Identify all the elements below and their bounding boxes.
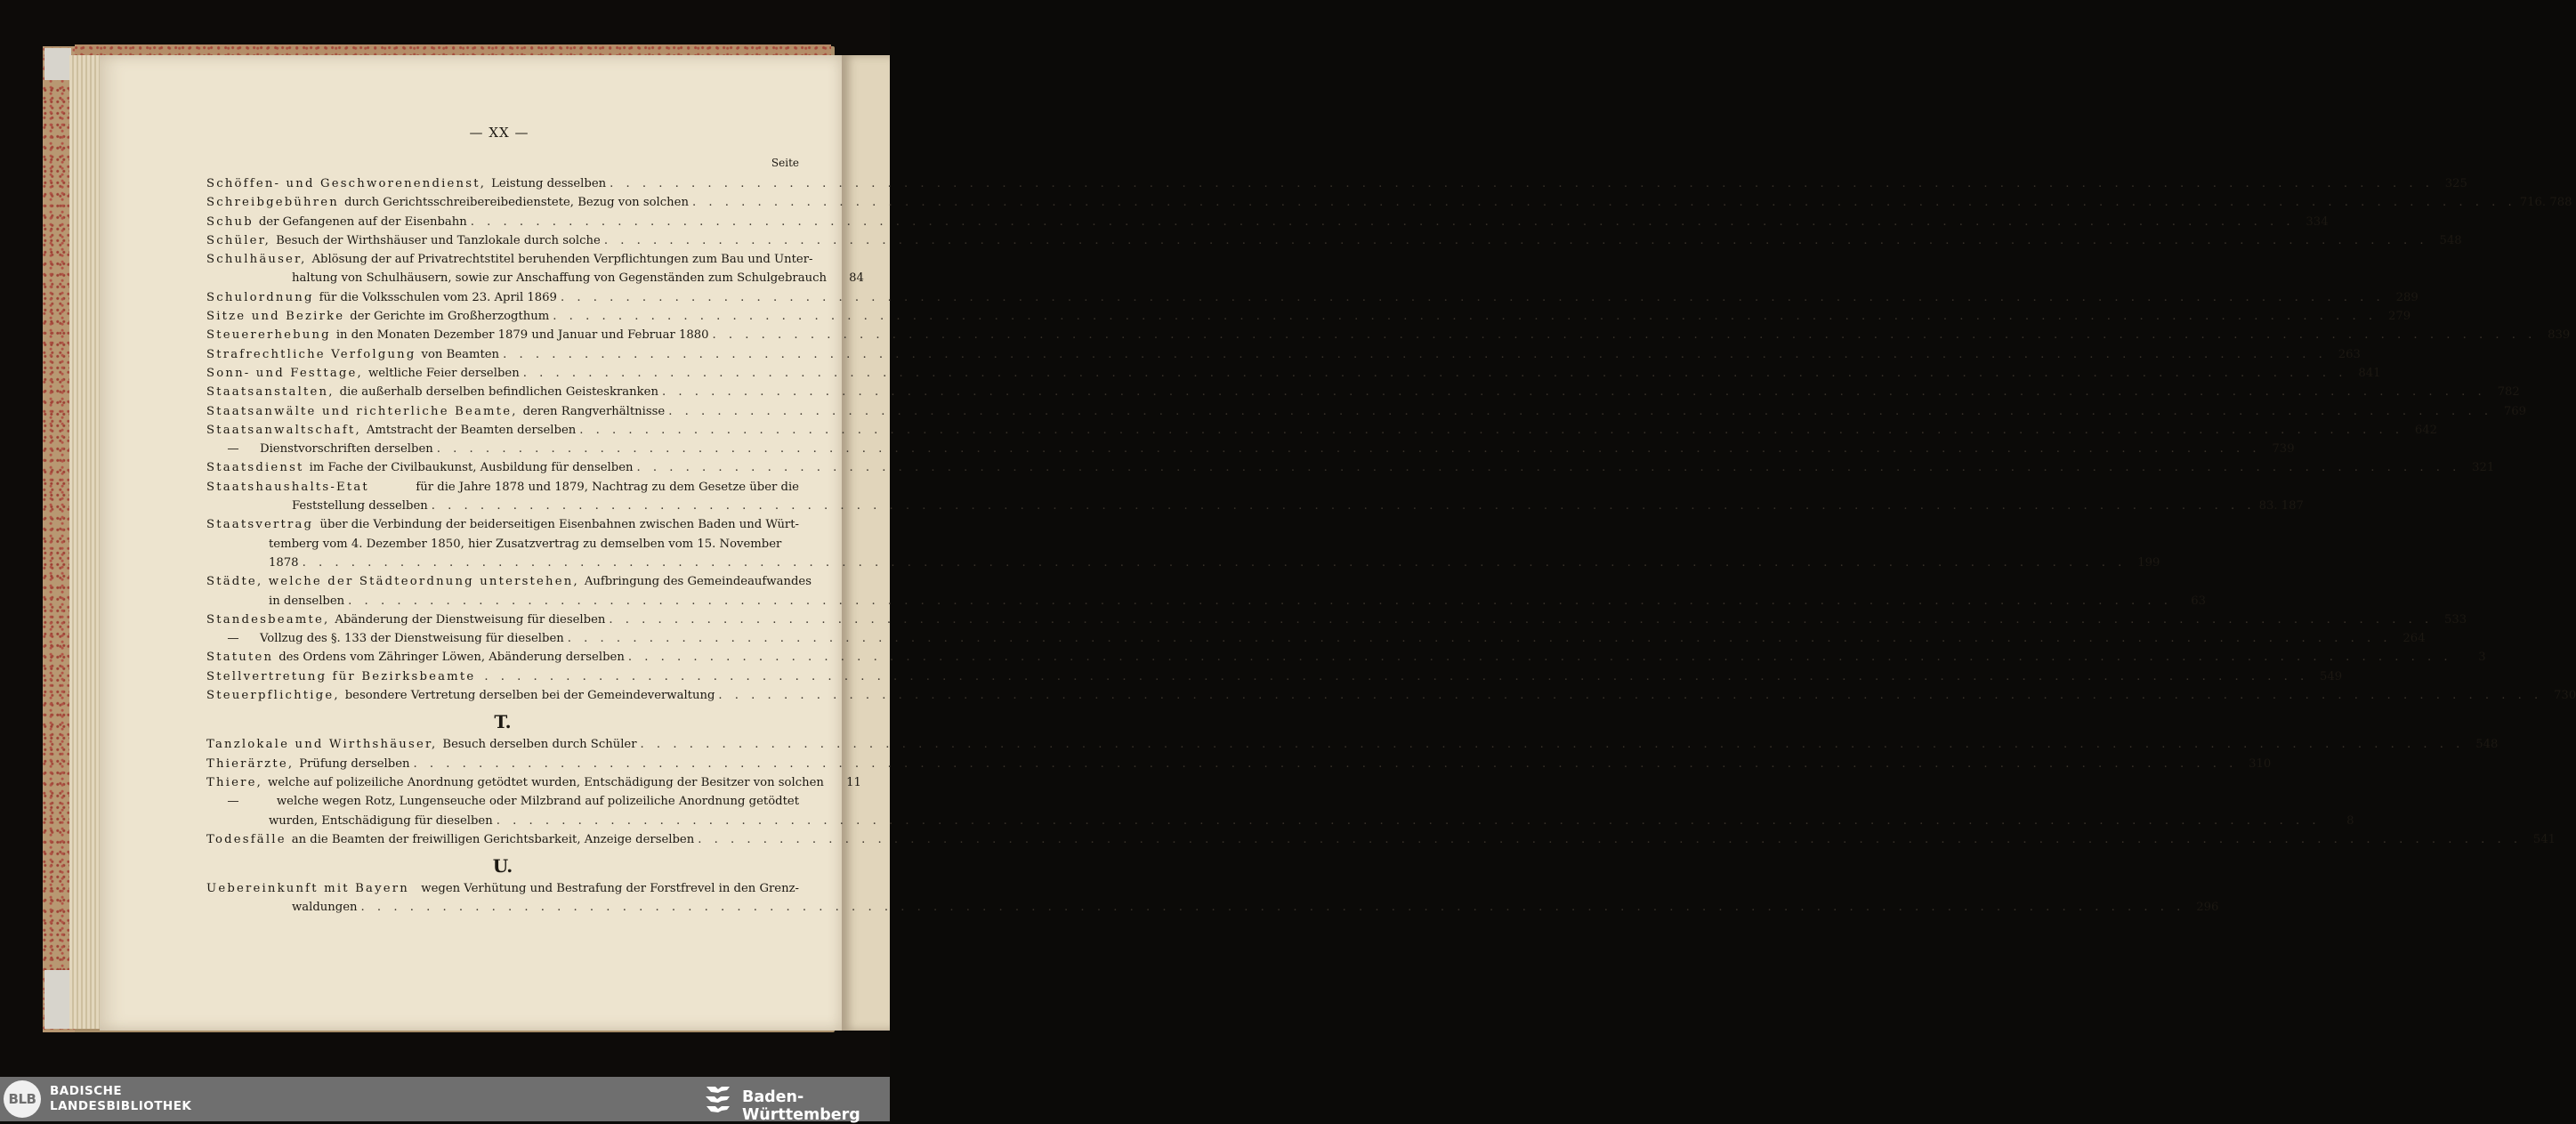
index-content	[206, 125, 2576, 918]
leader-dots	[698, 830, 2522, 849]
index-entry-line	[206, 193, 2572, 212]
index-description: die außerhalb derselben befindlichen Geisteskranken	[339, 385, 658, 400]
index-keyword: Sitze und Bezirke	[206, 310, 345, 324]
index-entry-line	[206, 478, 799, 497]
index-entry	[206, 648, 2486, 667]
index-keyword: Schulordnung	[206, 290, 314, 304]
index-entry-line	[206, 421, 2438, 440]
index-entry-line	[206, 755, 2272, 773]
page-reference: 642	[2414, 423, 2438, 437]
page-reference: 264	[2402, 632, 2426, 646]
index-description: welche auf polizeiliche Anordnung getödtet wurden, Entschädigung der Besitzer von solchen	[268, 775, 824, 789]
index-description: durch Gerichtsschreibereibedienstete, Bezug von solchen	[343, 196, 689, 210]
section-letter: T.	[494, 711, 512, 733]
index-entry	[206, 478, 2304, 516]
page-reference: 325	[2444, 177, 2467, 190]
page-reference: 11	[846, 775, 861, 789]
index-description: Amtstracht der Beamten derselben	[366, 423, 577, 437]
index-entry-line	[206, 879, 799, 898]
index-entry	[206, 288, 2419, 307]
leader-dots	[348, 592, 2172, 611]
index-entry-line	[206, 250, 813, 269]
index-entry	[206, 830, 2556, 849]
index-entry-line	[206, 830, 2556, 849]
index-entry-line	[206, 592, 2206, 611]
index-keyword: Städte, welche der Städteordnung unterstehen,	[206, 575, 579, 589]
index-entry	[206, 611, 2467, 629]
index-keyword: Staatshaushalts-Etat	[206, 480, 369, 494]
index-entry	[206, 735, 2499, 754]
page-reference: 841	[2358, 366, 2381, 380]
index-keyword: Schub	[206, 214, 254, 229]
page-reference: 263	[2338, 347, 2361, 361]
index-keyword: Steuererhebung	[206, 328, 331, 343]
index-entry	[206, 572, 2206, 611]
index-entry	[206, 421, 2438, 440]
leader-dots	[568, 629, 2392, 648]
index-description: welche wegen Rotz, Lungenseuche oder Milzbrand auf polizeiliche Anordnung getödtet	[276, 795, 799, 809]
index-description: von Beamten	[421, 347, 500, 361]
index-entry-line	[206, 667, 2343, 686]
leader-dots	[609, 611, 2433, 629]
index-description: Aufbringung des Gemeindeaufwandes	[584, 575, 812, 589]
index-description: Prüfung derselben	[299, 756, 410, 771]
index-entry	[206, 458, 2495, 477]
section-letter: U.	[492, 855, 513, 877]
leader-dots	[437, 440, 2261, 458]
leader-dots	[497, 812, 2321, 830]
index-entry-line	[206, 364, 2381, 383]
page-reference: 739	[2272, 442, 2295, 457]
index-description: temberg vom 4. Dezember 1850, hier Zusatzvertrag zu demselben vom 15. November	[269, 537, 782, 551]
leader-dots	[610, 174, 2434, 193]
index-description: Besuch derselben durch Schüler	[442, 738, 637, 752]
index-entry-line	[206, 307, 2411, 326]
index-entry	[206, 250, 864, 288]
index-keyword: Thierärzte,	[206, 756, 295, 771]
leader-dots	[637, 458, 2461, 477]
index-keyword: Schulhäuser,	[206, 253, 307, 267]
page-reference: 549	[2320, 669, 2343, 683]
index-entry	[206, 383, 2520, 401]
index-entry-line	[206, 648, 2486, 667]
cover-corner-top	[44, 48, 71, 80]
index-keyword: Statuten	[206, 651, 274, 665]
leader-dots	[718, 686, 2542, 705]
index-description: des Ordens vom Zähringer Löwen, Abänderung derselben	[279, 651, 625, 665]
index-description: Dienstvorschriften derselben	[260, 442, 433, 457]
seite-column-label: Seite	[771, 157, 799, 169]
repeat-dash: —	[227, 442, 239, 457]
page-reference: 84	[849, 271, 864, 286]
index-entry-line	[206, 898, 2219, 917]
page-reference: 289	[2395, 290, 2419, 304]
leader-dots	[604, 231, 2428, 250]
index-entry-line	[206, 735, 2499, 754]
index-entry-line	[206, 213, 2329, 231]
page-reference: 769	[2503, 404, 2527, 418]
page-reference: 8	[2346, 813, 2354, 828]
index-description: deren Rangverhältnisse	[522, 404, 666, 418]
page-reference: 3	[2478, 651, 2486, 665]
index-description: Abänderung der Dienstweisung für dieselben	[335, 612, 606, 627]
cover-corner-bottom	[44, 970, 71, 1029]
baden-wuerttemberg-lions-icon	[703, 1083, 733, 1115]
index-entry	[206, 326, 2571, 344]
index-entry	[206, 193, 2572, 212]
page-reference: 548	[2439, 233, 2462, 247]
index-keyword: Sonn- und Festtage,	[206, 366, 363, 380]
index-description: 1878	[269, 555, 299, 570]
index-keyword: Stellvertretung für Bezirksbeamte	[206, 669, 476, 683]
index-description: in den Monaten Dezember 1879 und Januar und Februar 1880	[335, 328, 709, 343]
index-entry-line	[206, 629, 2426, 648]
index-keyword: Schreibgebühren	[206, 196, 339, 210]
index-description: waldungen	[292, 901, 358, 915]
page-reference: 279	[2387, 310, 2411, 324]
page-reference: 716. 788	[2519, 196, 2572, 210]
index-entry-line	[206, 497, 2304, 515]
leader-dots	[561, 288, 2385, 307]
repeat-dash: —	[227, 795, 239, 809]
index-description: in denselben	[269, 594, 345, 608]
index-keyword: Standesbeamte,	[206, 612, 330, 627]
page-reference: 730	[2554, 689, 2576, 703]
page-reference: 533	[2444, 612, 2467, 627]
index-keyword: Steuerpflichtige,	[206, 689, 340, 703]
baden-wuerttemberg-label[interactable]: Baden-Württemberg	[742, 1088, 860, 1124]
index-entry	[206, 686, 2576, 705]
index-description: im Fache der Civilbaukunst, Ausbildung für denselben	[309, 461, 634, 475]
page-reference: 334	[2305, 214, 2329, 229]
index-entry-line	[206, 174, 2467, 193]
index-entry	[206, 667, 2343, 686]
index-entry	[206, 174, 2467, 193]
leader-dots	[484, 667, 2308, 686]
leader-dots	[628, 648, 2452, 667]
index-entry-line	[206, 402, 2527, 421]
index-entry-line	[206, 231, 2462, 250]
page-reference: 321	[2472, 461, 2495, 475]
index-keyword: Uebereinkunft mit Bayern	[206, 882, 409, 896]
index-keyword: Staatsanwaltschaft,	[206, 423, 361, 437]
page-reference: 296	[2196, 901, 2219, 915]
index-entry-line	[206, 515, 799, 534]
leader-dots	[579, 421, 2403, 440]
leader-dots	[553, 307, 2377, 326]
index-description: wurden, Entschädigung für dieselben	[269, 813, 493, 828]
page-reference: 63	[2191, 594, 2206, 608]
index-entry	[206, 440, 2295, 458]
leader-dots	[662, 383, 2486, 401]
blb-name-line2: LANDESBIBLIOTHEK	[50, 1099, 192, 1113]
index-entry-line	[206, 269, 864, 287]
index-entry-line	[206, 326, 2571, 344]
index-description: für die Jahre 1878 und 1879, Nachtrag zu dem Gesetze über die	[416, 480, 799, 494]
leader-dots	[303, 554, 2127, 572]
index-entry-line	[206, 458, 2495, 477]
index-keyword: Staatsanstalten,	[206, 385, 335, 400]
leader-dots	[641, 735, 2465, 754]
index-entry	[206, 515, 2160, 572]
index-description: der Gefangenen auf der Eisenbahn	[258, 214, 467, 229]
index-entry-line	[206, 535, 799, 554]
blb-library-name[interactable]	[50, 1084, 191, 1114]
index-entry-line	[206, 554, 2160, 572]
index-entry	[206, 345, 2361, 364]
leader-dots	[668, 402, 2492, 421]
index-entry	[206, 307, 2411, 326]
blb-logo-icon[interactable]: BLB	[4, 1080, 41, 1118]
footer-bar	[0, 1077, 890, 1124]
index-description: für die Volksschulen vom 23. April 1869	[319, 290, 557, 304]
index-description: wegen Verhütung und Bestrafung der Forstfrevel in den Grenz-	[421, 882, 799, 896]
index-entry-line	[206, 686, 2576, 705]
index-keyword: Tanzlokale und Wirthshäuser,	[206, 738, 438, 752]
leader-dots	[692, 193, 2516, 212]
index-entry	[206, 792, 2354, 830]
leader-dots	[523, 364, 2347, 383]
index-description: haltung von Schulhäusern, sowie zur Anschaffung von Gegenständen zum Schulgebrauch	[292, 271, 827, 286]
leader-dots	[361, 898, 2185, 917]
index-entry-line	[206, 792, 799, 811]
index-entry	[206, 879, 2219, 918]
index-keyword: Todesfälle	[206, 832, 287, 846]
page-reference: 199	[2137, 555, 2160, 570]
page-reference: 83. 187	[2258, 499, 2304, 513]
index-description: über die Verbindung der beiderseitigen Eisenbahnen zwischen Baden und Würt-	[319, 518, 799, 532]
index-entry	[206, 629, 2426, 648]
page-reference: 548	[2475, 738, 2499, 752]
index-entry-line	[206, 288, 2419, 307]
index-keyword: Staatsanwälte und richterliche Beamte,	[206, 404, 518, 418]
leader-dots	[503, 345, 2327, 364]
index-keyword: Thiere,	[206, 775, 263, 789]
blb-name-line1: BADISCHE	[50, 1084, 123, 1098]
index-description: der Gerichte im Großherzogthum	[350, 310, 550, 324]
index-entry	[206, 364, 2381, 383]
index-keyword: Schöffen- und Geschworenendienst,	[206, 177, 487, 190]
page-reference: 541	[2532, 832, 2556, 846]
index-entry	[206, 213, 2329, 231]
page-reference: 839	[2548, 328, 2571, 343]
index-entry-line	[206, 773, 861, 792]
repeat-dash: —	[227, 632, 239, 646]
leader-dots	[713, 326, 2537, 344]
index-entry-line	[206, 611, 2467, 629]
index-description: weltliche Feier derselben	[367, 366, 520, 380]
leader-dots	[414, 755, 2238, 773]
index-keyword: Schüler,	[206, 233, 271, 247]
index-entry	[206, 402, 2527, 421]
index-description: Besuch der Wirthshäuser und Tanzlokale durch solche	[276, 233, 601, 247]
page-reference: 310	[2249, 756, 2272, 771]
index-keyword: Staatsdienst	[206, 461, 304, 475]
index-body	[206, 174, 2576, 918]
index-entry-line	[206, 383, 2520, 401]
index-description: an die Beamten der freiwilligen Gerichtsbarkeit, Anzeige derselben	[291, 832, 695, 846]
page-reference: 782	[2497, 385, 2520, 400]
index-entry	[206, 773, 861, 792]
index-description: besondere Vertretung derselben bei der Gemeindeverwaltung	[344, 689, 715, 703]
page-number-header: — XX —	[469, 125, 529, 141]
index-keyword: Strafrechtliche Verfolgung	[206, 347, 416, 361]
index-entry	[206, 755, 2272, 773]
leader-dots	[471, 213, 2295, 231]
index-entry-line	[206, 345, 2361, 364]
index-description: Feststellung desselben	[292, 499, 428, 513]
index-description: Ablösung der auf Privatrechtstitel beruhenden Verpflichtungen zum Bau und Unter-	[311, 253, 813, 267]
leader-dots	[432, 497, 2256, 515]
index-keyword: Staatsvertrag	[206, 518, 314, 532]
index-description: Vollzug des §. 133 der Dienstweisung für dieselben	[260, 632, 564, 646]
index-entry-line	[206, 440, 2295, 458]
index-entry	[206, 231, 2462, 250]
index-description: Leistung desselben	[491, 177, 607, 190]
index-entry-line	[206, 572, 812, 591]
index-entry-line	[206, 812, 2354, 830]
